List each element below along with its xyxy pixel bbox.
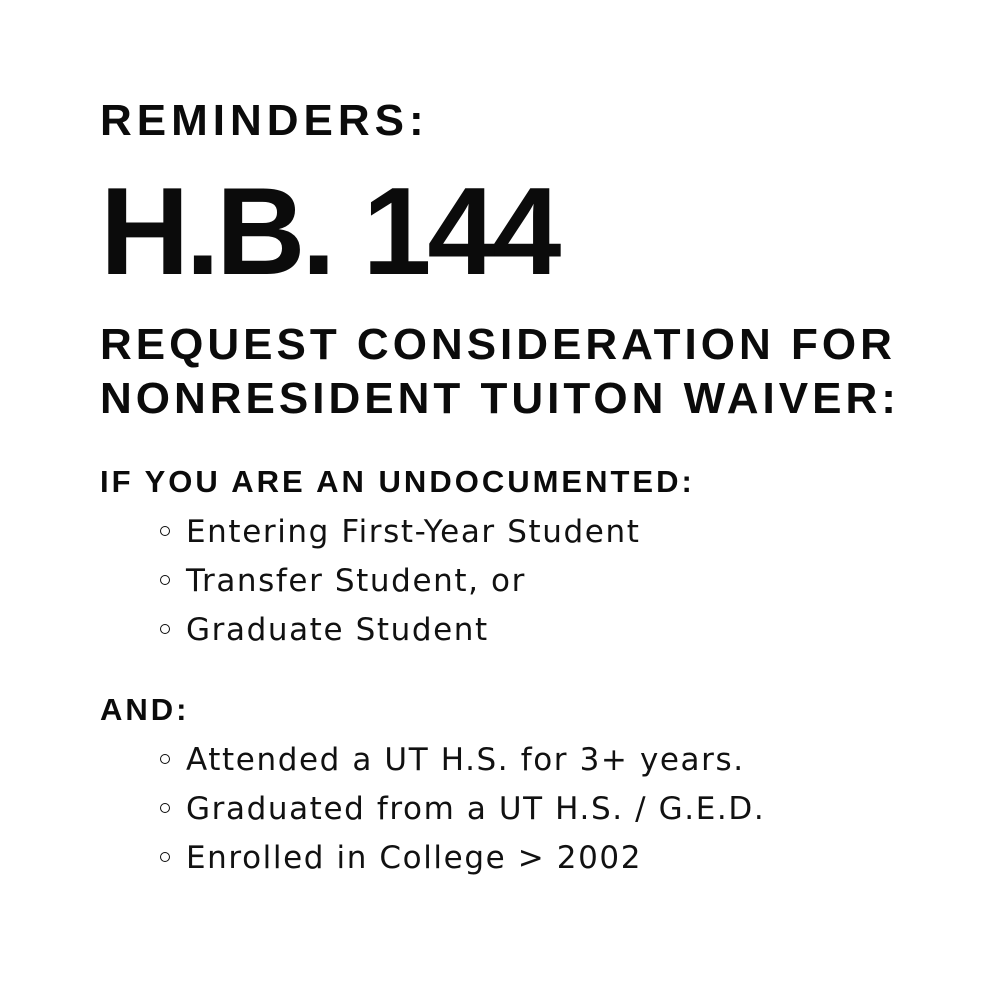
list-item-text: Transfer Student, or bbox=[186, 563, 526, 599]
list-item-text: Attended a UT H.S. for 3+ years. bbox=[186, 742, 745, 778]
list-item-text: Graduate Student bbox=[186, 612, 489, 648]
circle-bullet-icon bbox=[160, 852, 170, 862]
circle-bullet-icon bbox=[160, 754, 170, 764]
list-item-text: Enrolled in College > 2002 bbox=[186, 840, 643, 876]
subtitle-line-1: REQUEST CONSIDERATION FOR bbox=[100, 320, 896, 369]
circle-bullet-icon bbox=[160, 526, 170, 536]
circle-bullet-icon bbox=[160, 803, 170, 813]
and-section-label: AND: bbox=[100, 692, 190, 727]
circle-bullet-icon bbox=[160, 624, 170, 634]
waiver-subtitle bbox=[100, 318, 900, 426]
undocumented-section-label: IF YOU ARE AN UNDOCUMENTED: bbox=[100, 464, 695, 499]
subtitle-line-2: NONRESIDENT TUITON WAIVER: bbox=[100, 374, 900, 423]
circle-bullet-icon bbox=[160, 575, 170, 585]
list-item-text: Entering First-Year Student bbox=[186, 514, 641, 550]
bill-number-title: H.B. 144 bbox=[100, 163, 558, 301]
list-item-text: Graduated from a UT H.S. / G.E.D. bbox=[186, 791, 766, 827]
reminders-heading: REMINDERS: bbox=[100, 96, 429, 145]
